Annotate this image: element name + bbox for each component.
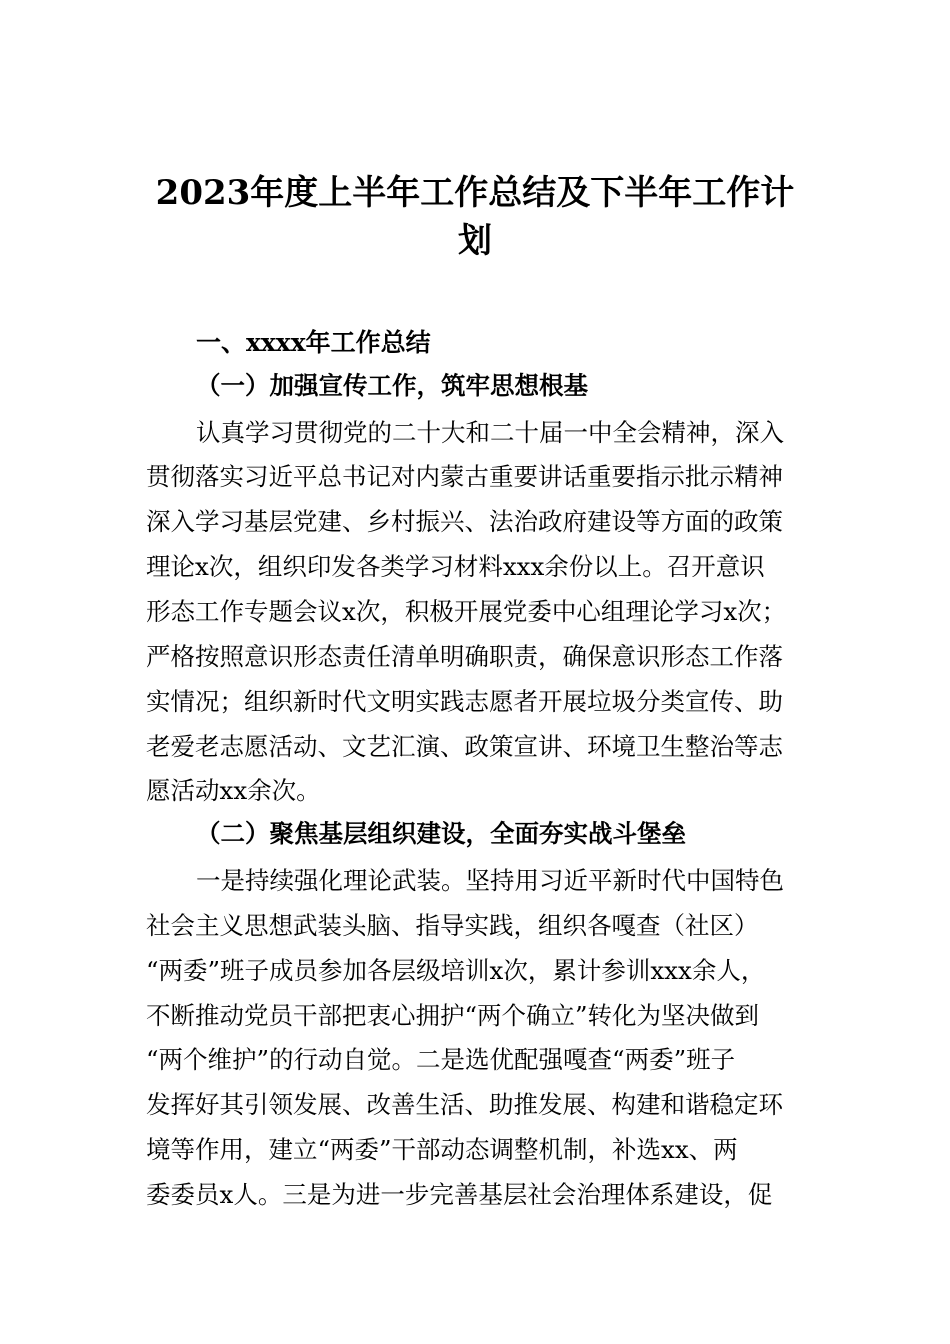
- paragraph-line: 贯彻落实习近平总书记对内蒙古重要讲话重要指示批示精神: [146, 462, 783, 491]
- paragraph-line: 愿活动xx余次。: [146, 776, 321, 805]
- paragraph-line: 社会主义思想武装头脑、指导实践，组织各嘎查（社区）: [146, 911, 759, 940]
- paragraph-line: 形态工作专题会议x次，积极开展党委中心组理论学习x次；: [146, 597, 787, 626]
- paragraph-line: 深入学习基层党建、乡村振兴、法治政府建设等方面的政策: [146, 507, 783, 536]
- paragraph-line: “两委”班子成员参加各层级培训x次，累计参训xxx余人，: [146, 956, 766, 985]
- paragraph-line: 老爱老志愿活动、文艺汇演、政策宣讲、环境卫生整治等志: [146, 732, 783, 761]
- paragraph-line: 一是持续强化理论武装。坚持用习近平新时代中国特色: [196, 866, 784, 895]
- document-title-line-1: 2023年度上半年工作总结及下半年工作计: [155, 173, 795, 213]
- section-heading-work-summary: 一、xxxx年工作总结: [196, 328, 431, 357]
- paragraph-line: 理论x次，组织印发各类学习材料xxx余份以上。召开意识: [146, 552, 765, 581]
- paragraph-line: 发挥好其引领发展、改善生活、助推发展、构建和谐稳定环: [146, 1090, 783, 1119]
- subsection-heading-grassroots: （二）聚焦基层组织建设，全面夯实战斗堡垒: [196, 819, 686, 848]
- document-title-line-2: 划: [458, 221, 492, 261]
- paragraph-line: 实情况；组织新时代文明实践志愿者开展垃圾分类宣传、助: [146, 687, 783, 716]
- paragraph-line: 认真学习贯彻党的二十大和二十届一中全会精神，深入: [196, 418, 784, 447]
- paragraph-line: 委委员x人。三是为进一步完善基层社会治理体系建设，促: [146, 1180, 773, 1209]
- paragraph-line: “两个维护”的行动自觉。二是选优配强嘎查“两委”班子: [146, 1045, 736, 1074]
- subsection-heading-publicity: （一）加强宣传工作，筑牢思想根基: [196, 371, 588, 400]
- paragraph-line: 严格按照意识形态责任清单明确职责，确保意识形态工作落: [146, 642, 783, 671]
- paragraph-line: 不断推动党员干部把衷心拥护“两个确立”转化为坚决做到: [146, 1001, 760, 1030]
- paragraph-line: 境等作用，建立“两委”干部动态调整机制，补选xx、两: [146, 1135, 738, 1164]
